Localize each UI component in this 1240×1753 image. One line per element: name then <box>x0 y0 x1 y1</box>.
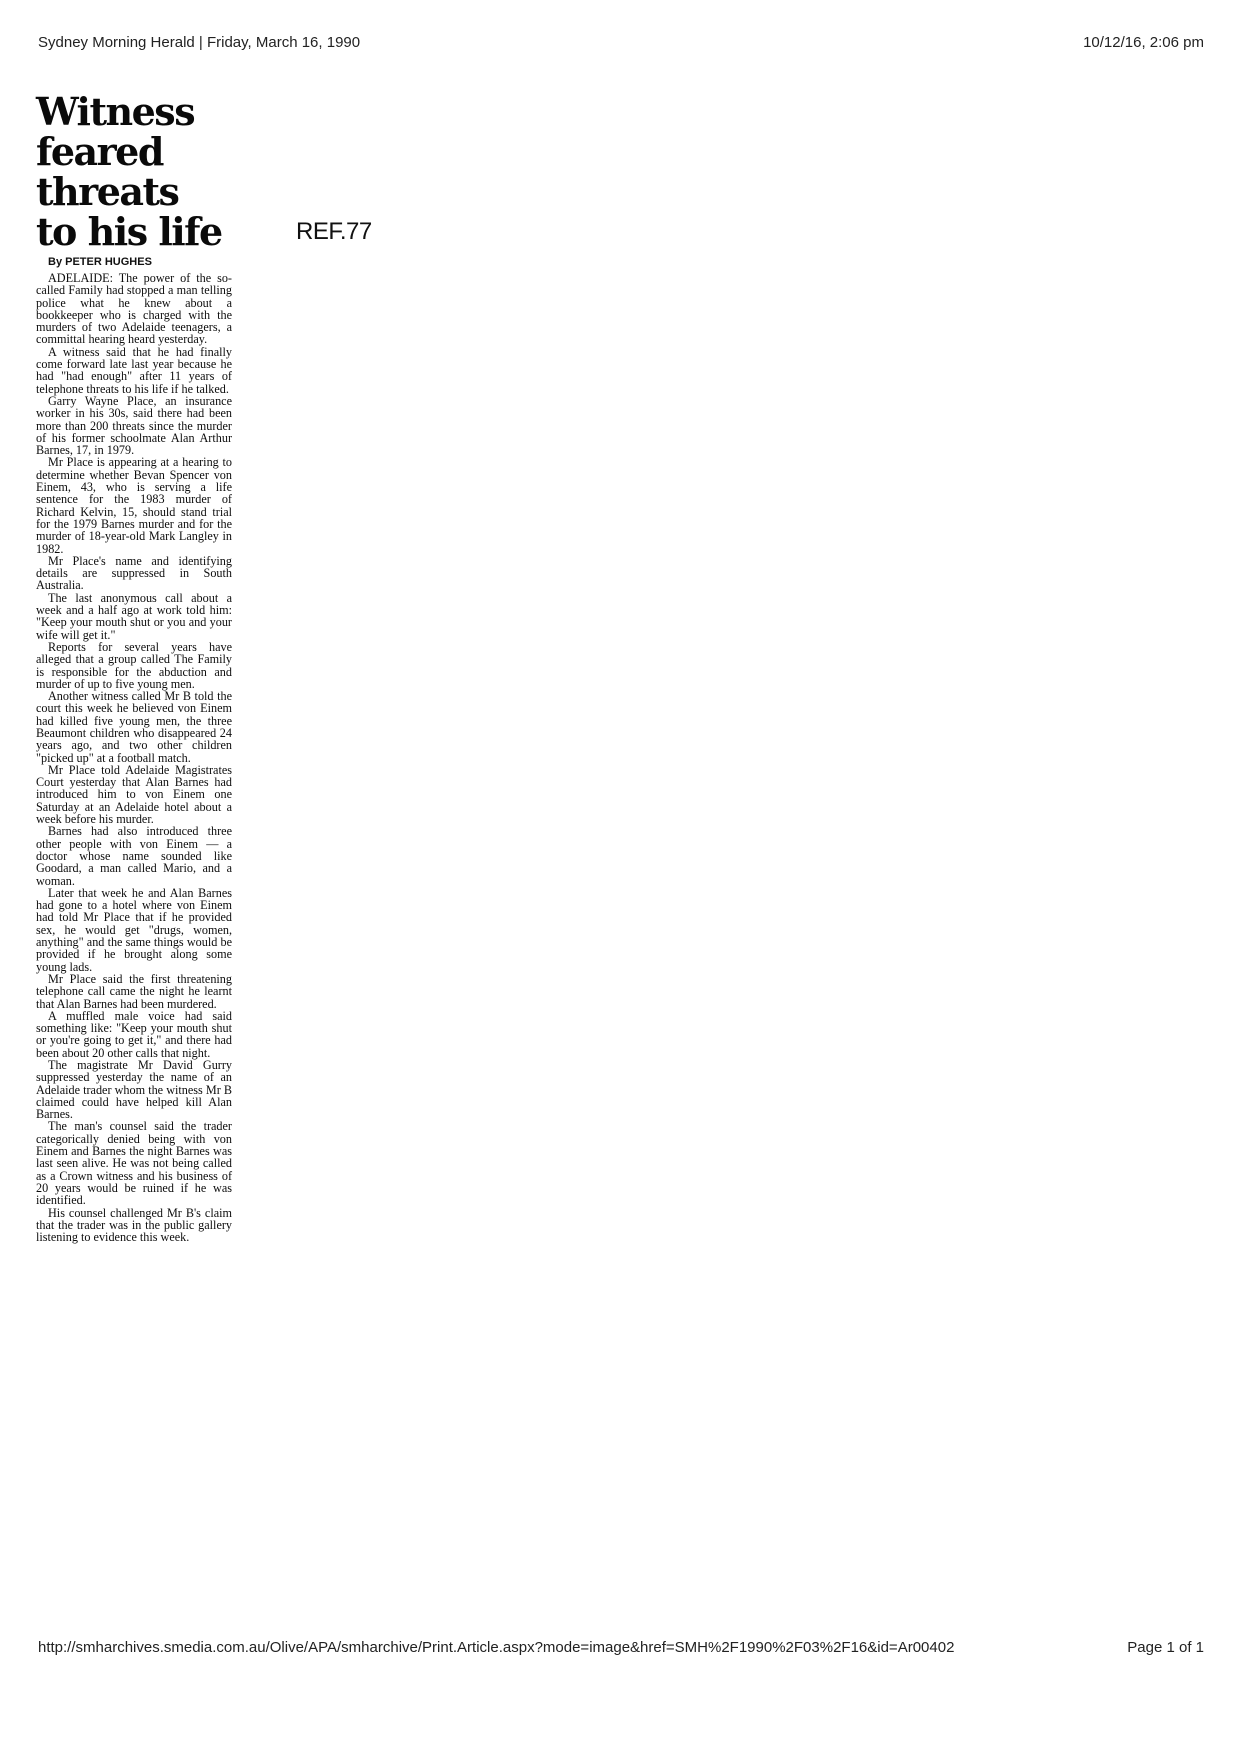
article-paragraph: ADELAIDE: The power of the so-called Family had stopped a man telling police what he knew about a bookkeeper who is charged with the murders of two Adelaide teenagers, a committal hearing heard yesterday. <box>36 271 232 347</box>
article-paragraph: Garry Wayne Place, an insurance worker in his 30s, said there had been more than 200 threats since the murder of his former schoolmate Alan Arthur Barnes, 17, in 1979. <box>36 393 232 458</box>
headline-line: threats <box>36 169 179 214</box>
article-paragraph: Mr Place said the first threatening telephone call came the night he learnt that Alan Barnes had been murdered. <box>36 971 232 1011</box>
article-paragraph: Another witness called Mr B told the court this week he believed von Einem had killed five young men, the three Beaumont children who disappeared 24 years ago, and two other children "picked up" at a football match. <box>36 689 232 765</box>
headline-line: to his life <box>36 209 222 254</box>
page-number: Page 1 of 1 <box>1127 1639 1204 1656</box>
source-url-link[interactable]: http://smharchives.smedia.com.au/Olive/APA/smharchive/Print.Article.aspx?mode=image&href=SMH%2F1990%2F03%2F16&id=Ar00402 <box>38 1639 955 1656</box>
headline-line: Witness <box>36 89 195 134</box>
article-paragraph: Mr Place's name and identifying details are suppressed in South Australia. <box>36 553 232 593</box>
article-paragraph: Later that week he and Alan Barnes had gone to a hotel where von Einem had told Mr Place that if he provided sex, he would get "drugs, women, anything" and the same things would be provided if he brought along some young lads. <box>36 885 232 974</box>
print-header-datetime: 10/12/16, 2:06 pm <box>1083 34 1204 51</box>
reference-label: REF.77 <box>296 218 372 245</box>
article-paragraph: His counsel challenged Mr B's claim that the trader was in the public gallery listening to evidence this week. <box>36 1205 232 1245</box>
article-paragraph: Reports for several years have alleged that a group called The Family is responsible for the abduction and murder of up to five young men. <box>36 639 232 691</box>
article-paragraph: A witness said that he had finally come forward late last year because he had "had enough" after 11 years of telephone threats to his life if he talked. <box>36 344 232 396</box>
article-paragraph: Barnes had also introduced three other people with von Einem — a doctor whose name sounded like Goodard, a man called Mario, and a woman. <box>36 824 232 888</box>
article-paragraph: Mr Place is appearing at a hearing to determine whether Bevan Spencer von Einem, 43, who is serving a life sentence for the 1983 murder of Richard Kelvin, 15, should stand trial for the 1979 Barnes murder and for the murder of 18-year-old Mark Langley in 1982. <box>36 455 232 556</box>
newspaper-article <box>36 89 232 1245</box>
article-paragraph: A muffled male voice had said something like: "Keep your mouth shut or you're going to get it," and there had been about 20 other calls that night. <box>36 1008 232 1060</box>
article-paragraph: Mr Place told Adelaide Magistrates Court yesterday that Alan Barnes had introduced him to von Einem one Saturday at an Adelaide hotel about a week before his murder. <box>36 762 232 827</box>
headline <box>36 89 232 254</box>
article-paragraph: The last anonymous call about a week and a half ago at work told him: "Keep your mouth shut or you and your wife will get it." <box>36 590 232 642</box>
headline-line: feared <box>36 129 163 174</box>
article-paragraph: The man's counsel said the trader categorically denied being with von Einem and Barnes the night Barnes was last seen alive. He was not being called as a Crown witness and his business of 20 years would be ruined if he was identified. <box>36 1119 232 1208</box>
print-header-title: Sydney Morning Herald | Friday, March 16, 1990 <box>38 34 361 51</box>
byline: By PETER HUGHES <box>48 256 152 268</box>
article-paragraph: The magistrate Mr David Gurry suppressed yesterday the name of an Adelaide trader whom the witness Mr B claimed could have helped kill Alan Barnes. <box>36 1058 232 1122</box>
article-body <box>36 272 232 1243</box>
